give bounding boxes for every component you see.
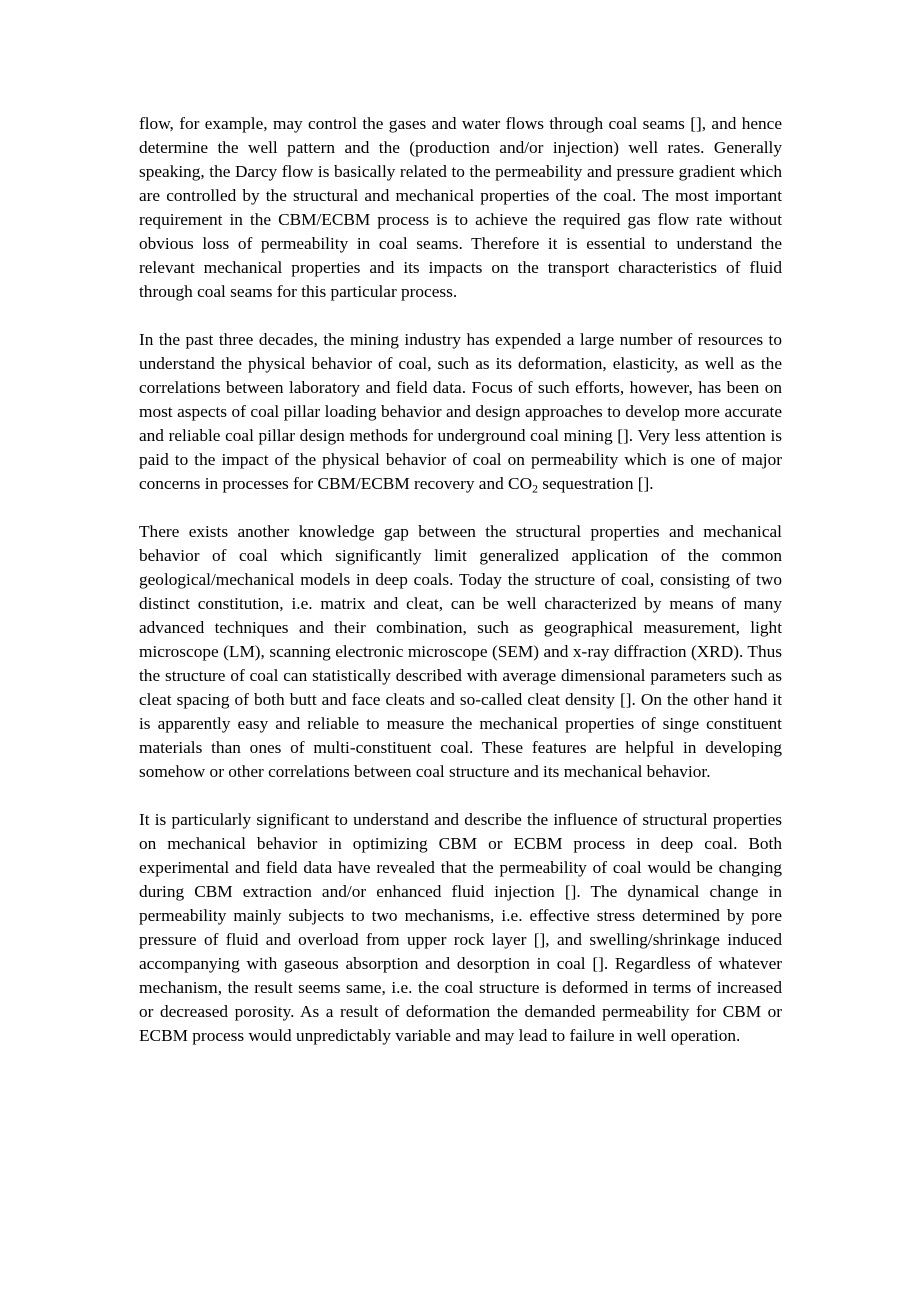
paragraph-permeability-change: It is particularly significant to understand and describe the influence of structural properties on mechanical behavior in optimizing CBM or ECBM process in deep coal. Both experimental and field data have revealed that the permeability of coal would be changing during CBM extraction and/or enhanced fluid injection []. The dynamical change in permeability mainly subjects to two mechanisms, i.e. effective stress determined by pore pressure of fluid and overload from upper rock layer [], and swelling/shrinkage induced accompanying with gaseous absorption and desorption in coal []. Regardless of whatever mechanism, the result seems same, i.e. the coal structure is deformed in terms of increased or decreased porosity. As a result of deformation the demanded permeability for CBM or ECBM process would unpredictably variable and may lead to failure in well operation. [139, 810, 782, 1045]
paragraph-mining-text: In the past three decades, the mining industry has expended a large number of resources to understand the physical behavior of coal, such as its deformation, elasticity, as well as the correlations between laboratory and field data. Focus of such efforts, however, has been on most aspects of coal pillar loading behavior and design approaches to develop more accurate and reliable coal pillar design methods for underground coal mining []. Very less attention is paid to the impact of the physical behavior of coal on permeability which is one of major concerns in processes for CBM/ECBM recovery and CO [139, 330, 782, 493]
paragraph-knowledge-gap: There exists another knowledge gap between the structural properties and mechanical behavior of coal which significantly limit generalized application of the common geological/mechanical models in deep coals. Today the structure of coal, consisting of two distinct constitution, i.e. matrix and cleat, can be well characterized by means of many advanced techniques and their combination, such as geographical measurement, light microscope (LM), scanning electronic microscope (SEM) and x-ray diffraction (XRD). Thus the structure of coal can statistically described with average dimensional parameters such as cleat spacing of both butt and face cleats and so-called cleat density []. On the other hand it is apparently easy and reliable to measure the mechanical properties of singe constituent materials than ones of multi-constituent coal. These features are helpful in developing somehow or other correlations between coal structure and its mechanical behavior. [139, 522, 782, 781]
paragraph-mining-text-end: sequestration []. [537, 474, 654, 493]
paragraph-mining-industry [139, 328, 782, 496]
paragraph-darcy-flow: flow, for example, may control the gases and water flows through coal seams [], and hence determine the well pattern and the (production and/or injection) well rates. Generally speaking, the Darcy flow is basically related to the permeability and pressure gradient which are controlled by the structural and mechanical properties of the coal. The most important requirement in the CBM/ECBM process is to achieve the required gas flow rate without obvious loss of permeability in coal seams. Therefore it is essential to understand the relevant mechanical properties and its impacts on the transport characteristics of fluid through coal seams for this particular process. [139, 114, 782, 301]
co2-subscript: 2 [532, 482, 538, 496]
document-page [139, 112, 782, 1048]
